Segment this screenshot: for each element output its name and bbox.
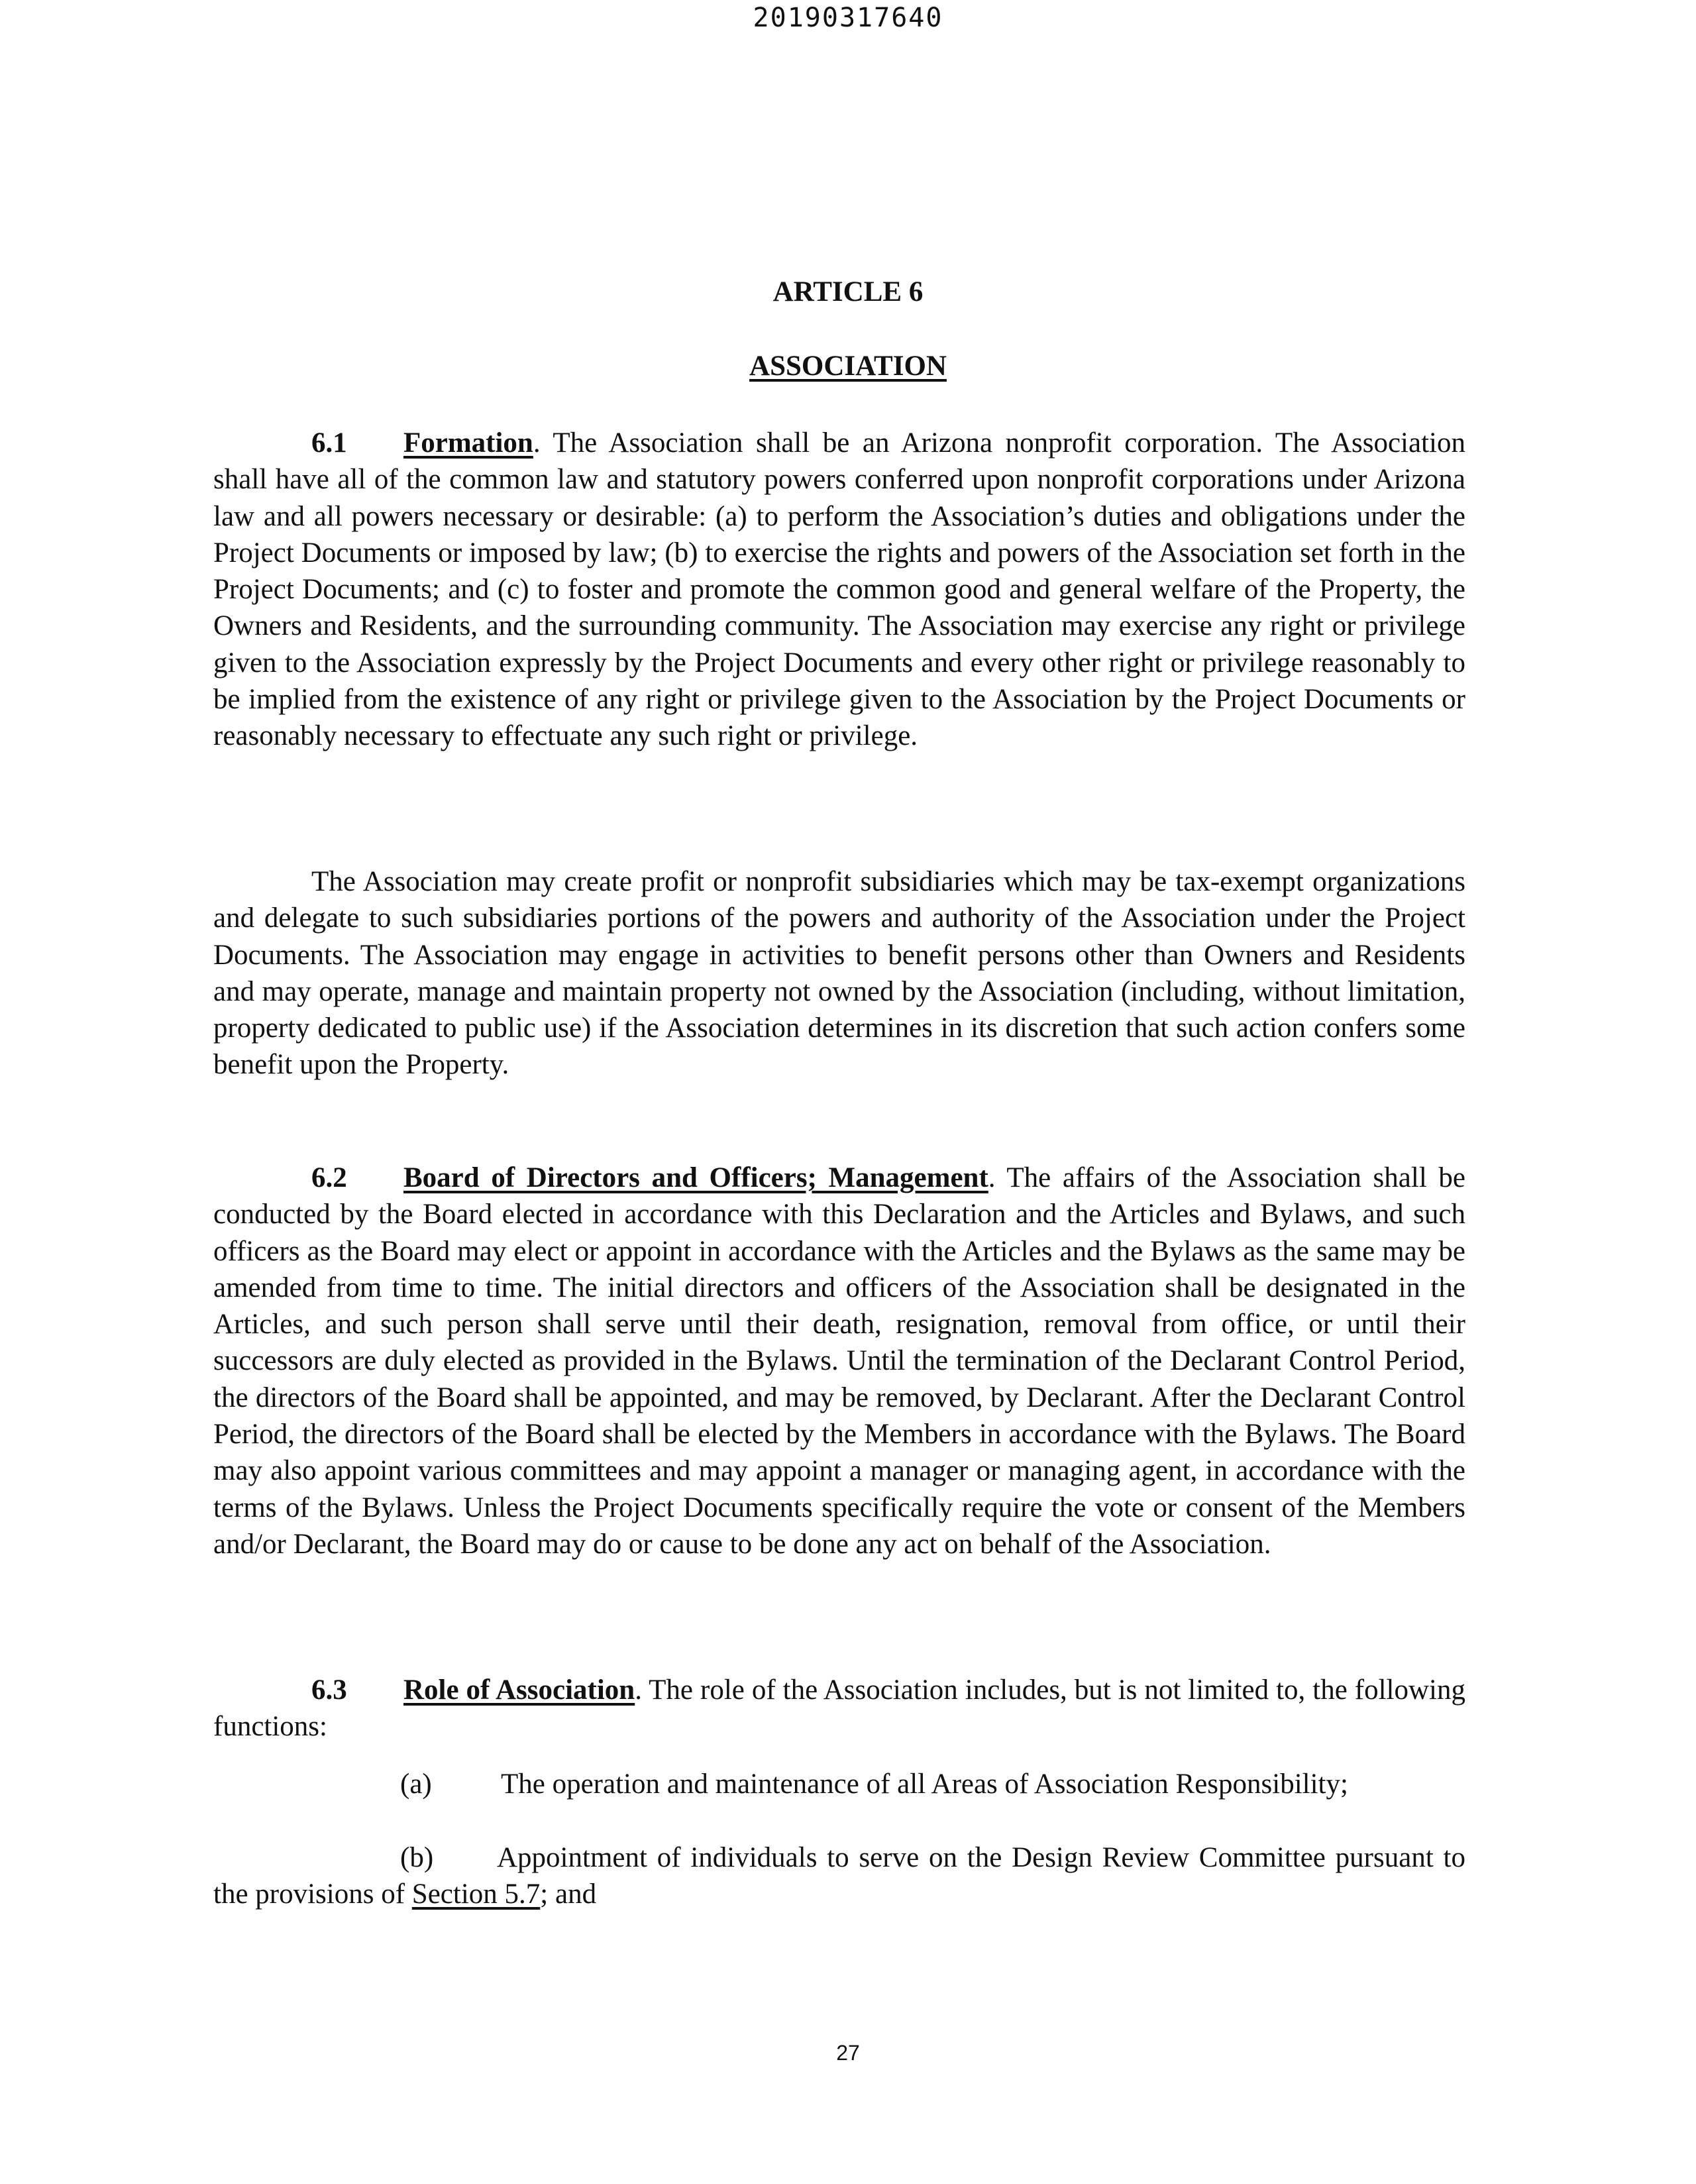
- section-number: 6.3: [311, 1674, 347, 1706]
- section-6-2-paragraph: [213, 1160, 1465, 1562]
- article-subtitle-text: ASSOCIATION: [749, 351, 947, 382]
- section-number: 6.2: [311, 1162, 347, 1193]
- section-title: Board of Directors and Officers; Management: [403, 1162, 988, 1193]
- article-title: ARTICLE 6: [772, 276, 924, 307]
- section-body: . The affairs of the Association shall be conducted by the Board elected in accordance with this Declaration and the Articles and Bylaws, and such officers as the Board may elect or appoint in accordance with the Articles and the Bylaws as the same may be amended from time to time. The initial directors and officers of the Association shall be designated in the Articles, and such person shall serve until their death, resignation, removal from office, or until their successors are duly elected as provided in the Bylaws. Until the termination of the Declarant Control Period, the directors of the Board shall be appointed, and may be removed, by Declarant. After the Declarant Control Period, the directors of the Board shall be elected by the Members in accordance with the Bylaws. The Board may also appoint various committees and may appoint a manager or managing agent, in accordance with the terms of the Bylaws. Unless the Project Documents specifically require the vote or consent of the Members and/or Declarant, the Board may do or cause to be done any act on behalf of the Association.: [213, 1162, 1466, 1560]
- recording-number: 20190317640: [753, 3, 943, 33]
- section-6-1-paragraph: [213, 425, 1465, 755]
- list-marker: (a): [400, 1769, 432, 1800]
- list-marker: (b): [400, 1842, 434, 1873]
- section-6-3-paragraph: [213, 1672, 1465, 1745]
- section-number: 6.1: [311, 427, 347, 459]
- section-body: . The role of the Association includes, but is not limited to, the following functions:: [213, 1674, 1465, 1743]
- section-body: . The Association shall be an Arizona nonprofit corporation. The Association shall have all of the common law and statutory powers conferred upon nonprofit corporations under Arizona law and all powers necessary or desirable: (a) to perform the Association’s duties and obligations under the Project Documents or imposed by law; (b) to exercise the rights and powers of the Association set forth in the Project Documents; and (c) to foster and promote the common good and general welfare of the Property, the Owners and Residents, and the surrounding community. The Association may exercise any right or privilege given to the Association expressly by the Project Documents and every other right or privilege reasonably to be implied from the existence of any right or privilege given to the Association by the Project Documents or reasonably necessary to effectuate any such right or privilege.: [213, 427, 1465, 752]
- section-title: Formation: [403, 427, 533, 459]
- list-item-b: [213, 1839, 1465, 1913]
- section-6-1-paragraph-2: The Association may create profit or nonprofit subsidiaries which may be tax-exempt organizations and delegate to such subsidiaries portions of the powers and authority of the Association under the Project Documents. The Association may engage in activities to benefit persons other than Owners and Residents and may operate, manage and maintain property not owned by the Association (including, without limitation, property dedicated to public use) if the Association determines in its discretion that such action confers some benefit upon the Property.: [213, 866, 1465, 1081]
- list-item-text-end: ; and: [540, 1879, 597, 1910]
- page-number: 27: [836, 2041, 860, 2065]
- section-reference: Section 5.7: [411, 1879, 541, 1910]
- list-item-a: [400, 1766, 1465, 1802]
- list-item-text: The operation and maintenance of all Areas of Association Responsibility;: [501, 1769, 1348, 1800]
- section-title: Role of Association: [403, 1674, 635, 1706]
- article-subtitle: [0, 350, 1696, 382]
- list-item-text: Appointment of individuals to serve on the Design Review Committee pursuant to the provisions of: [213, 1842, 1465, 1910]
